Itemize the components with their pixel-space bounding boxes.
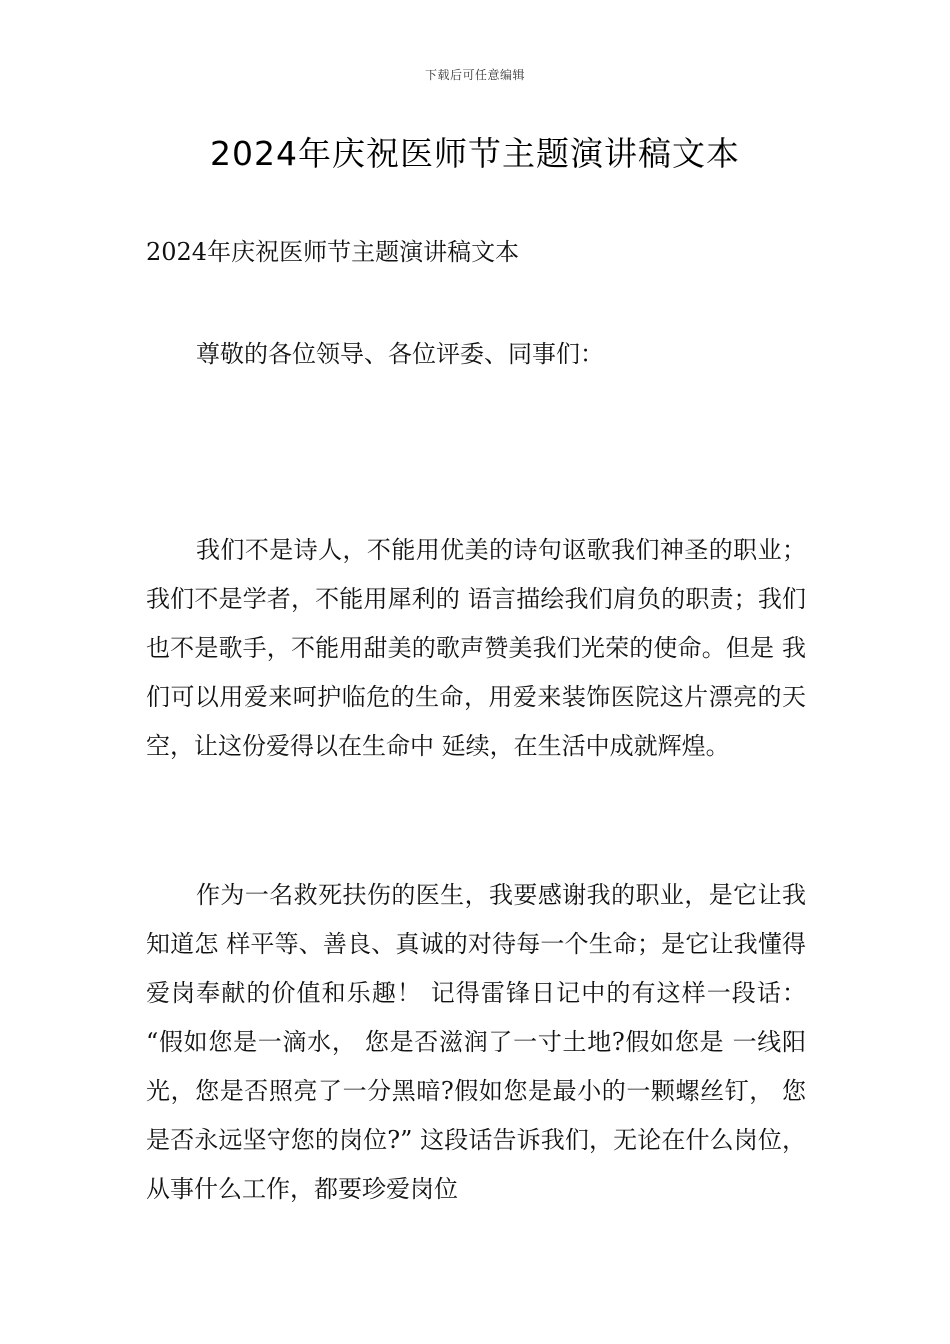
greeting-line: 尊敬的各位领导、各位评委、同事们： [196,340,604,368]
header-note: 下载后可任意编辑 [424,68,525,82]
body-paragraph-1: 我们不是诗人，不能用优美的诗句讴歌我们神圣的职业；我们不是学者，不能用犀利的 语言描绘我们肩负的职责；我们也不是歌手，不能用甜美的歌声赞美我们光荣的使命。但是 我们可以用爱来呵护临危的生命，用爱来装饰医院这片漂亮的天空，让这份爱得以在生命中 延续，在生活中成就辉煌。 [146,536,806,760]
document-title: 2024年庆祝医师节主题演讲稿文本 [210,134,740,173]
document-subtitle: 2024年庆祝医师节主题演讲稿文本 [146,238,520,266]
body-paragraph-2: 作为一名救死扶伤的医生，我要感谢我的职业，是它让我知道怎 样平等、善良、真诚的对待每一个生命；是它让我懂得爱岗奉献的价值和乐趣！ 记得雷锋日记中的有这样一段话： “假如您是一滴水， 您是否滋润了一寸土地?假如您是 一线阳光，您是否照亮了一分黑暗?假如您是最小的一颗螺丝钉， 您是否永远坚守您的岗位?” 这段话告诉我们，无论在什么岗位，从事什么工作，都要珍爱岗位 [146,881,806,1203]
